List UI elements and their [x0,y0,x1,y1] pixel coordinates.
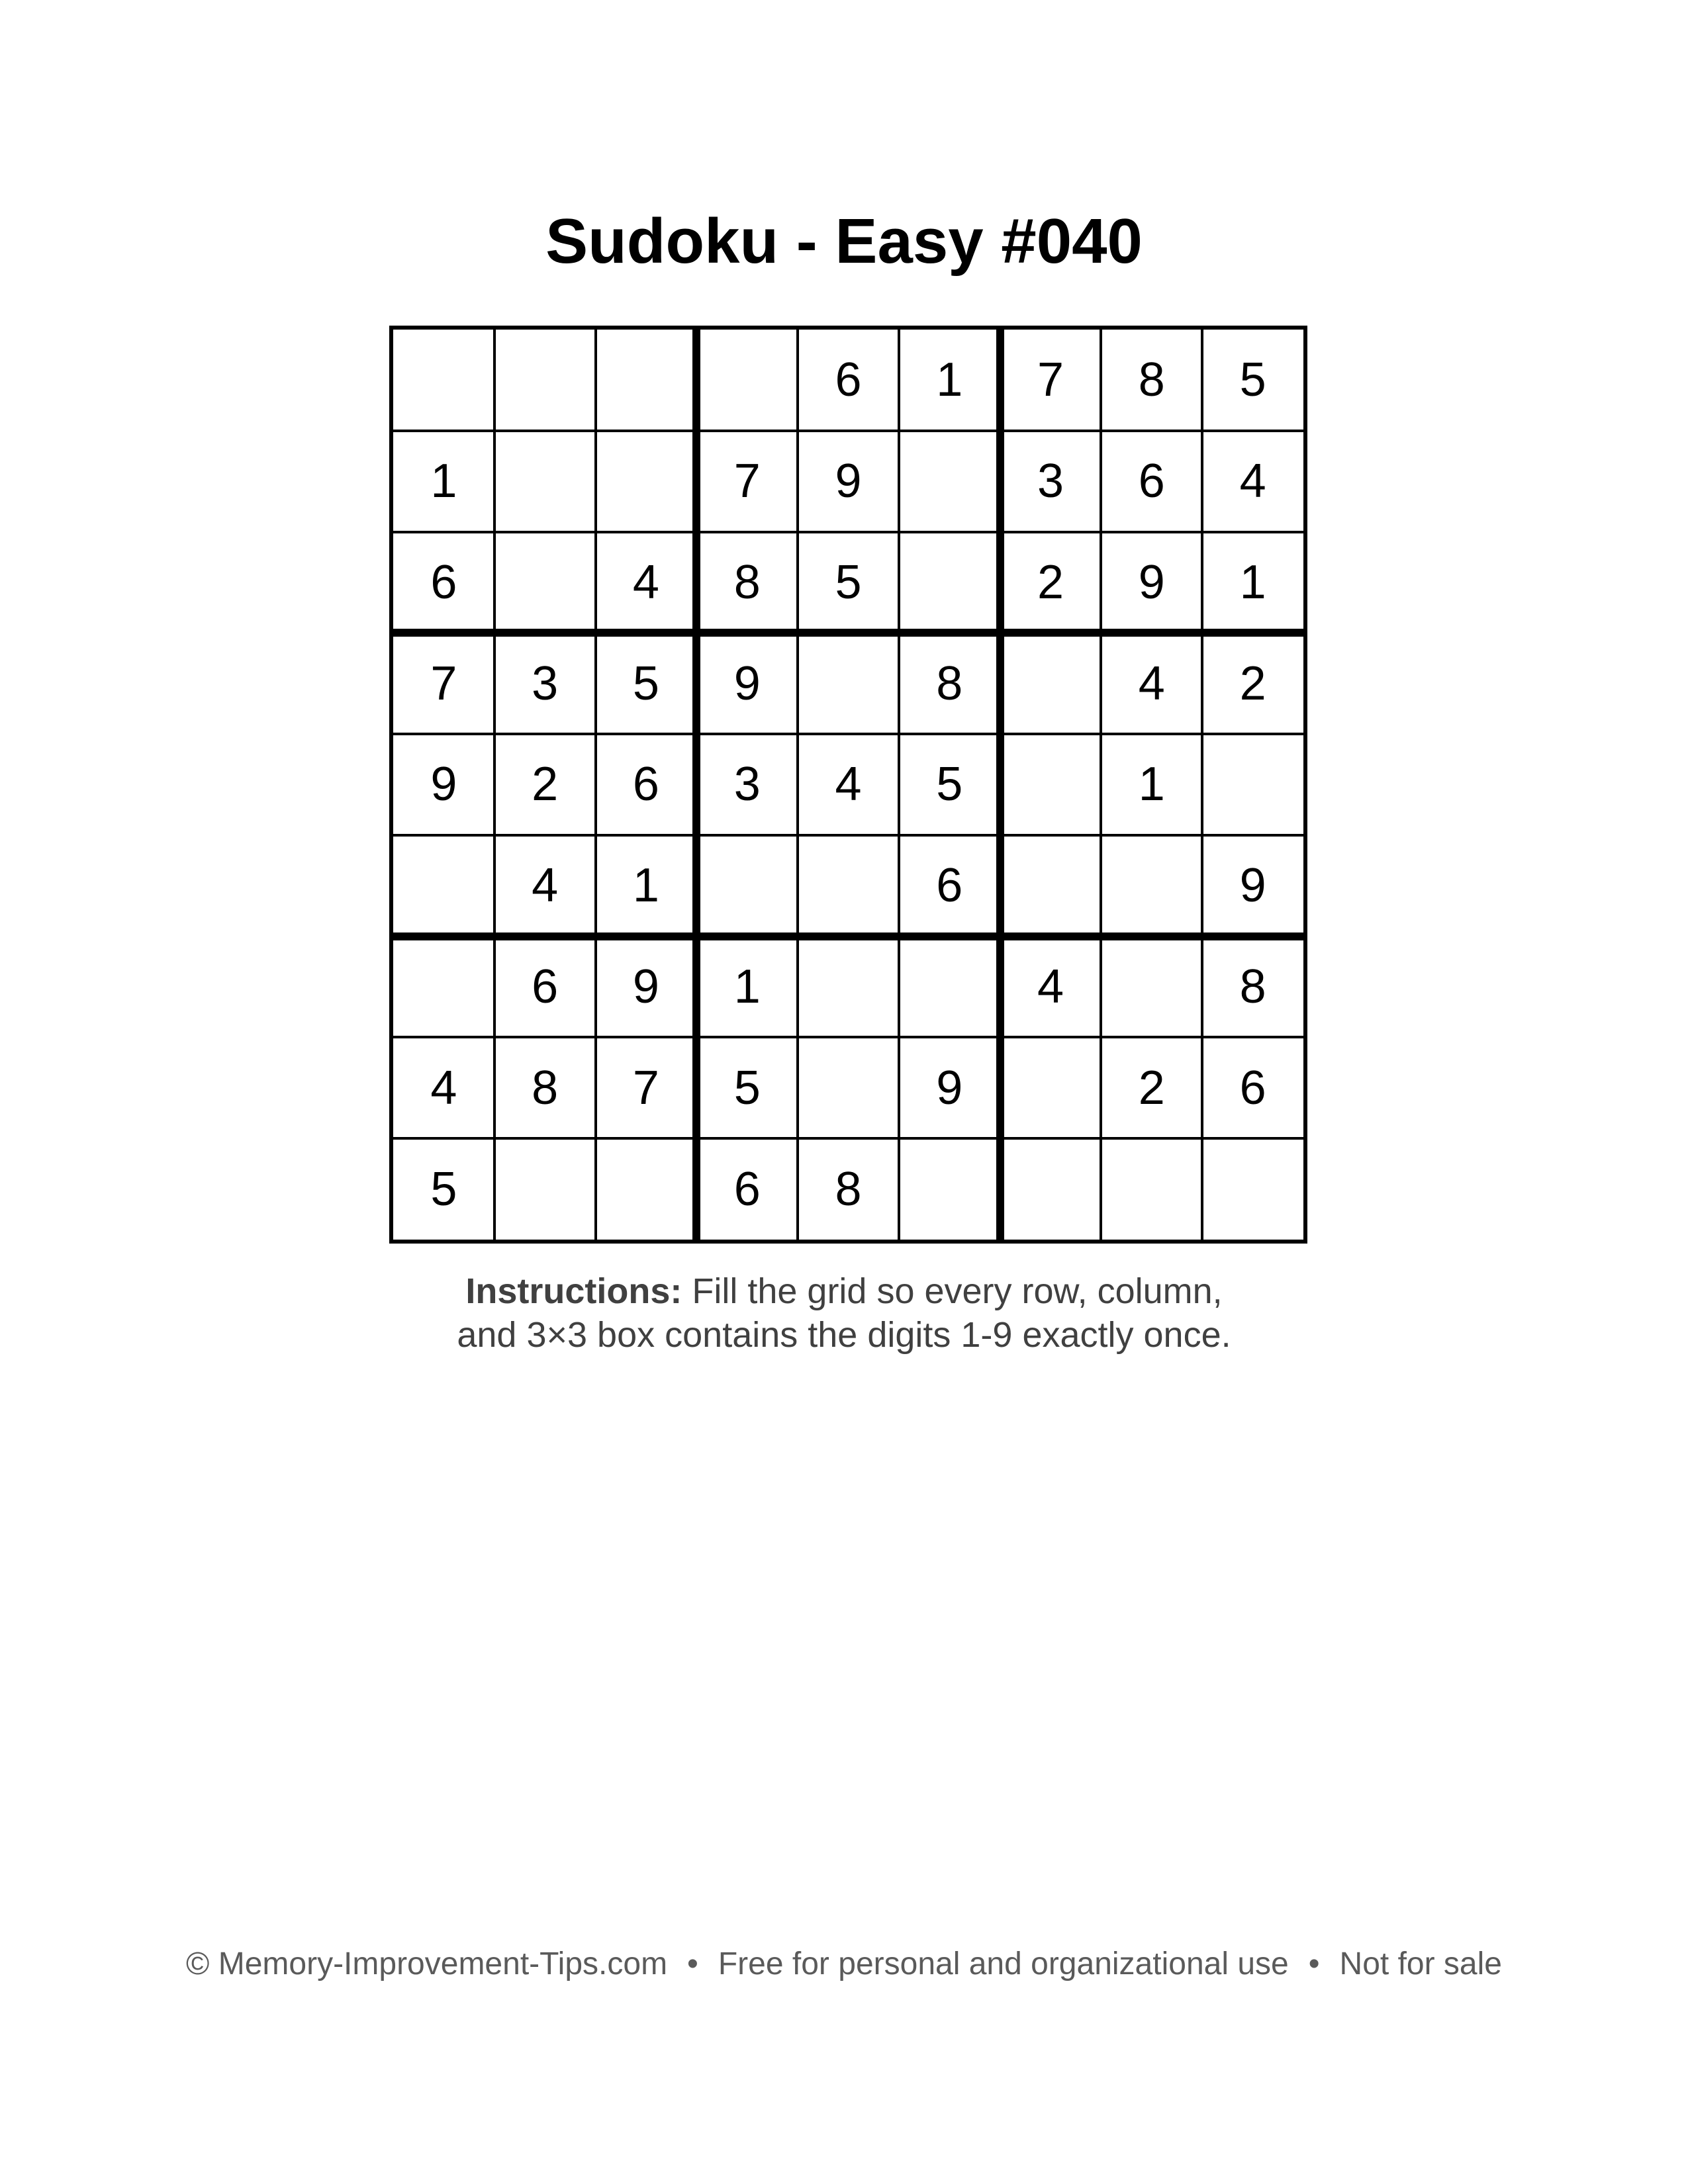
instructions-line-2: and 3×3 box contains the digits 1-9 exactly once. [457,1315,1231,1355]
grid-cell-r7-c7[interactable]: 4 [1037,960,1064,1014]
grid-cell-r2-c3[interactable] [596,431,697,532]
grid-cell-r1-c9[interactable]: 5 [1239,353,1266,407]
cell-divider-horizontal [393,531,1303,533]
grid-cell-r3-c6[interactable] [899,532,1000,633]
box-divider-horizontal [393,933,1303,940]
grid-cell-r9-c8[interactable] [1101,1138,1202,1240]
cell-divider-vertical [1100,330,1102,1240]
grid-cell-r6-c9[interactable]: 9 [1239,859,1266,913]
grid-cell-r1-c2[interactable] [494,330,596,431]
grid-cell-r6-c8[interactable] [1101,835,1202,936]
box-divider-horizontal [393,629,1303,637]
grid-cell-r5-c2[interactable]: 2 [532,758,559,811]
grid-cell-r3-c5[interactable]: 5 [835,555,862,609]
grid-cell-r5-c4[interactable]: 3 [733,758,761,811]
grid-cell-r5-c1[interactable]: 9 [430,758,457,811]
cell-divider-vertical [493,330,496,1240]
footer-copyright: © Memory-Improvement-Tips.com [186,1946,668,1981]
grid-cell-r2-c6[interactable] [899,431,1000,532]
grid-cell-r3-c8[interactable]: 9 [1138,555,1165,609]
grid-cell-r8-c9[interactable]: 6 [1239,1061,1266,1115]
grid-cell-r1-c1[interactable] [393,330,494,431]
footer-license: Free for personal and organizational use [718,1946,1289,1981]
grid-cell-r4-c1[interactable]: 7 [430,657,457,710]
footer-separator-2: • [1308,1946,1320,1981]
grid-cell-r4-c9[interactable]: 2 [1239,657,1266,710]
grid-cell-r8-c4[interactable]: 5 [733,1061,761,1115]
grid-cell-r9-c7[interactable] [1000,1138,1102,1240]
grid-cell-r8-c5[interactable] [798,1037,899,1138]
grid-cell-r2-c5[interactable]: 9 [835,455,862,508]
instructions-text-1: Fill the grid so every row, column, [692,1271,1223,1311]
cell-divider-horizontal [393,733,1303,735]
grid-cell-r6-c5[interactable] [798,835,899,936]
grid-cell-r4-c4[interactable]: 9 [733,657,761,710]
grid-cell-r1-c7[interactable]: 7 [1037,353,1064,407]
grid-cell-r3-c2[interactable] [494,532,596,633]
grid-cell-r8-c2[interactable]: 8 [532,1061,559,1115]
grid-cell-r5-c5[interactable]: 4 [835,758,862,811]
grid-cell-r6-c7[interactable] [1000,835,1102,936]
grid-cell-r1-c8[interactable]: 8 [1138,353,1165,407]
grid-cell-r7-c6[interactable] [899,936,1000,1038]
grid-cell-r7-c9[interactable]: 8 [1239,960,1266,1014]
grid-cell-r4-c8[interactable]: 4 [1138,657,1165,710]
grid-cell-r8-c8[interactable]: 2 [1138,1061,1165,1115]
grid-cell-r2-c8[interactable]: 6 [1138,455,1165,508]
grid-cell-r3-c1[interactable]: 6 [430,555,457,609]
grid-cell-r7-c4[interactable]: 1 [733,960,761,1014]
grid-cell-r6-c3[interactable]: 1 [632,859,659,913]
grid-cell-r8-c7[interactable] [1000,1037,1102,1138]
grid-cell-r9-c6[interactable] [899,1138,1000,1240]
cell-divider-vertical [796,330,799,1240]
grid-cell-r5-c7[interactable] [1000,734,1102,835]
grid-cell-r4-c5[interactable] [798,633,899,734]
grid-cell-r7-c2[interactable]: 6 [532,960,559,1014]
grid-cell-r9-c9[interactable] [1202,1138,1303,1240]
cell-divider-vertical [898,330,900,1240]
instructions [0,1269,1688,1357]
footer [0,1944,1688,1984]
cell-divider-horizontal [393,430,1303,432]
cell-divider-vertical [1201,330,1203,1240]
grid-cell-r2-c2[interactable] [494,431,596,532]
grid-cell-r8-c3[interactable]: 7 [632,1061,659,1115]
grid-cell-r8-c6[interactable]: 9 [936,1061,963,1115]
grid-cell-r2-c4[interactable]: 7 [733,455,761,508]
grid-cell-r5-c9[interactable] [1202,734,1303,835]
grid-cell-r4-c6[interactable]: 8 [936,657,963,710]
grid-cell-r4-c3[interactable]: 5 [632,657,659,710]
grid-cell-r5-c8[interactable]: 1 [1138,758,1165,811]
instructions-label: Instructions: [465,1271,682,1311]
grid-cell-r5-c3[interactable]: 6 [632,758,659,811]
grid-cell-r7-c1[interactable] [393,936,494,1038]
cell-divider-horizontal [393,834,1303,837]
grid-cell-r2-c1[interactable]: 1 [430,455,457,508]
grid-cell-r2-c9[interactable]: 4 [1239,455,1266,508]
grid-cell-r9-c5[interactable]: 8 [835,1162,862,1216]
grid-cell-r4-c7[interactable] [1000,633,1102,734]
sudoku-grid [389,326,1307,1244]
grid-cell-r6-c1[interactable] [393,835,494,936]
cell-divider-vertical [594,330,597,1240]
grid-cell-r3-c3[interactable]: 4 [632,555,659,609]
cell-divider-horizontal [393,1137,1303,1140]
grid-cell-r9-c1[interactable]: 5 [430,1162,457,1216]
grid-cell-r6-c4[interactable] [696,835,798,936]
footer-separator-1: • [687,1946,698,1981]
grid-cell-r2-c7[interactable]: 3 [1037,455,1064,508]
grid-cell-r3-c4[interactable]: 8 [733,555,761,609]
grid-cell-r1-c5[interactable]: 6 [835,353,862,407]
box-divider-vertical [996,330,1004,1240]
grid-cell-r7-c5[interactable] [798,936,899,1038]
grid-cell-r6-c6[interactable]: 6 [936,859,963,913]
grid-cell-r9-c2[interactable] [494,1138,596,1240]
grid-cell-r3-c9[interactable]: 1 [1239,555,1266,609]
page-title: Sudoku - Easy #040 [545,206,1143,277]
grid-cell-r1-c3[interactable] [596,330,697,431]
grid-cell-r5-c6[interactable]: 5 [936,758,963,811]
grid-cell-r1-c4[interactable] [696,330,798,431]
grid-cell-r7-c8[interactable] [1101,936,1202,1038]
grid-cell-r9-c4[interactable]: 6 [733,1162,761,1216]
instructions-line-1 [0,1269,1688,1313]
grid-cell-r9-c3[interactable] [596,1138,697,1240]
cell-divider-horizontal [393,1036,1303,1038]
grid-cell-r4-c2[interactable]: 3 [532,657,559,710]
grid-cell-r6-c2[interactable]: 4 [532,859,559,913]
box-divider-vertical [692,330,700,1240]
grid-cell-r7-c3[interactable]: 9 [632,960,659,1014]
grid-cell-r1-c6[interactable]: 1 [936,353,963,407]
grid-cell-r3-c7[interactable]: 2 [1037,555,1064,609]
grid-cell-r8-c1[interactable]: 4 [430,1061,457,1115]
footer-sale: Not for sale [1339,1946,1502,1981]
